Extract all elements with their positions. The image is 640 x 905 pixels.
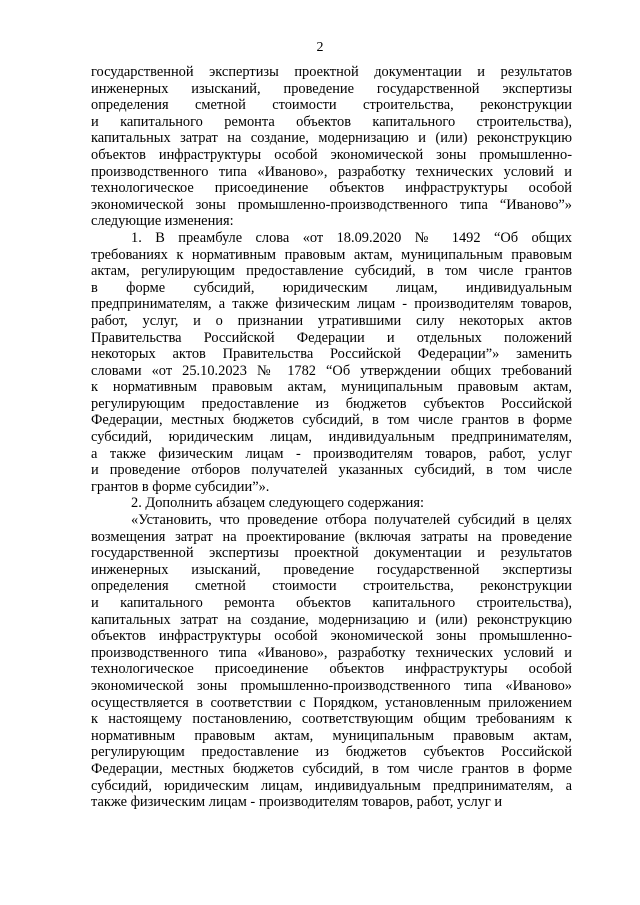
text-line: регулирующим предоставление из бюджетов субъектов Российской <box>91 744 572 761</box>
text-line: субсидий, юридическим лицам, индивидуальным предпринимателям, <box>91 429 572 446</box>
text-line: следующие изменения: <box>91 213 234 230</box>
text-line: 2. Дополнить абзацем следующего содержания: <box>131 495 424 512</box>
text-line: нормативным правовым актам, муниципальным правовым актам, <box>91 727 572 744</box>
text-line: в форме субсидий, юридическим лицам, индивидуальным <box>91 279 572 296</box>
text-line: объектов инфраструктуры особой экономической зоны промышленно- <box>91 628 572 645</box>
text-line: осуществляется в соответствии с Порядком, установленным приложением <box>91 694 572 711</box>
text-line: производственного типа «Иваново», разработку технических условий и <box>91 644 572 661</box>
text-line: грантов в форме субсидии”». <box>91 478 270 495</box>
text-line: и проведение отборов получателей указанных субсидий, в том числе <box>91 462 572 479</box>
text-line: экономической зоны промышленно-производственного типа “Иваново”» <box>91 196 572 213</box>
text-line: а также физическим лицам - производителям товаров, работ, услуг <box>91 445 572 462</box>
text-line: Федерации, местных бюджетов субсидий, в том числе грантов в форме <box>91 412 572 429</box>
text-line: инженерных изысканий, проведение государственной экспертизы <box>91 80 572 97</box>
text-line: также физическим лицам - производителям товаров, работ, услуг и <box>91 794 503 811</box>
text-line: инженерных изысканий, проведение государственной экспертизы <box>91 561 572 578</box>
text-line: к нормативным правовым актам, муниципальным правовым актам, <box>91 379 572 396</box>
paragraph-item-2 <box>91 495 572 512</box>
paragraph-continuation <box>91 64 572 230</box>
text-line: производственного типа «Иваново», разработку технических условий и <box>91 163 572 180</box>
text-line: Правительства Российской Федерации и отдельных положений <box>91 329 572 346</box>
text-line: некоторых актов Правительства Российской Федерации”» заменить <box>91 346 572 363</box>
text-line: объектов инфраструктуры особой экономической зоны промышленно- <box>91 146 572 163</box>
text-line: требованиях к нормативным правовым актам, муниципальным правовым <box>91 246 572 263</box>
text-line: Федерации, местных бюджетов субсидий, в том числе грантов в форме <box>91 760 572 777</box>
text-line: 1. В преамбуле слова «от 18.09.2020 № 1492 “Об общих <box>131 229 572 246</box>
text-line: государственной экспертизы проектной документации и результатов <box>91 545 572 562</box>
text-line: актам, регулирующим предоставление субсидий, в том числе грантов <box>91 263 572 280</box>
paragraph-quote <box>91 512 572 811</box>
text-line: государственной экспертизы проектной документации и результатов <box>91 64 572 80</box>
text-line: регулирующим предоставление из бюджетов субъектов Российской <box>91 395 572 412</box>
text-line: технологическое присоединение объектов инфраструктуры особой <box>91 661 572 678</box>
text-line: словами «от 25.10.2023 № 1782 “Об утверждении общих требований <box>91 362 572 379</box>
text-line: к настоящему постановлению, соответствующим общим требованиям к <box>91 711 572 728</box>
text-line: технологическое присоединение объектов инфраструктуры особой <box>91 180 572 197</box>
page-number: 2 <box>316 40 324 55</box>
text-line: работ, услуг, и о признании утратившими силу некоторых актов <box>91 312 572 329</box>
text-line: капитальных затрат на создание, модернизацию и (или) реконструкцию <box>91 130 572 147</box>
paragraph-item-1 <box>91 230 572 496</box>
text-line: определения сметной стоимости строительства, реконструкции <box>91 578 572 595</box>
text-line: «Установить, что проведение отбора получателей субсидий в целях <box>131 512 572 529</box>
text-line: и капитального ремонта объектов капитального строительства), <box>91 595 572 611</box>
text-line: субсидий, юридическим лицам, индивидуальным предпринимателям, а <box>91 777 572 794</box>
text-line: экономической зоны промышленно-производственного типа «Иваново» <box>91 677 572 694</box>
text-line: определения сметной стоимости строительства, реконструкции <box>91 97 572 114</box>
text-line: возмещения затрат на проектирование (включая затраты на проведение <box>91 528 572 545</box>
text-line: предпринимателям, а также физическим лицам - производителям товаров, <box>91 296 572 313</box>
document-body <box>91 64 572 811</box>
text-line: и капитального ремонта объектов капитального строительства), <box>91 113 572 130</box>
text-line: капитальных затрат на создание, модернизацию и (или) реконструкцию <box>91 611 572 628</box>
